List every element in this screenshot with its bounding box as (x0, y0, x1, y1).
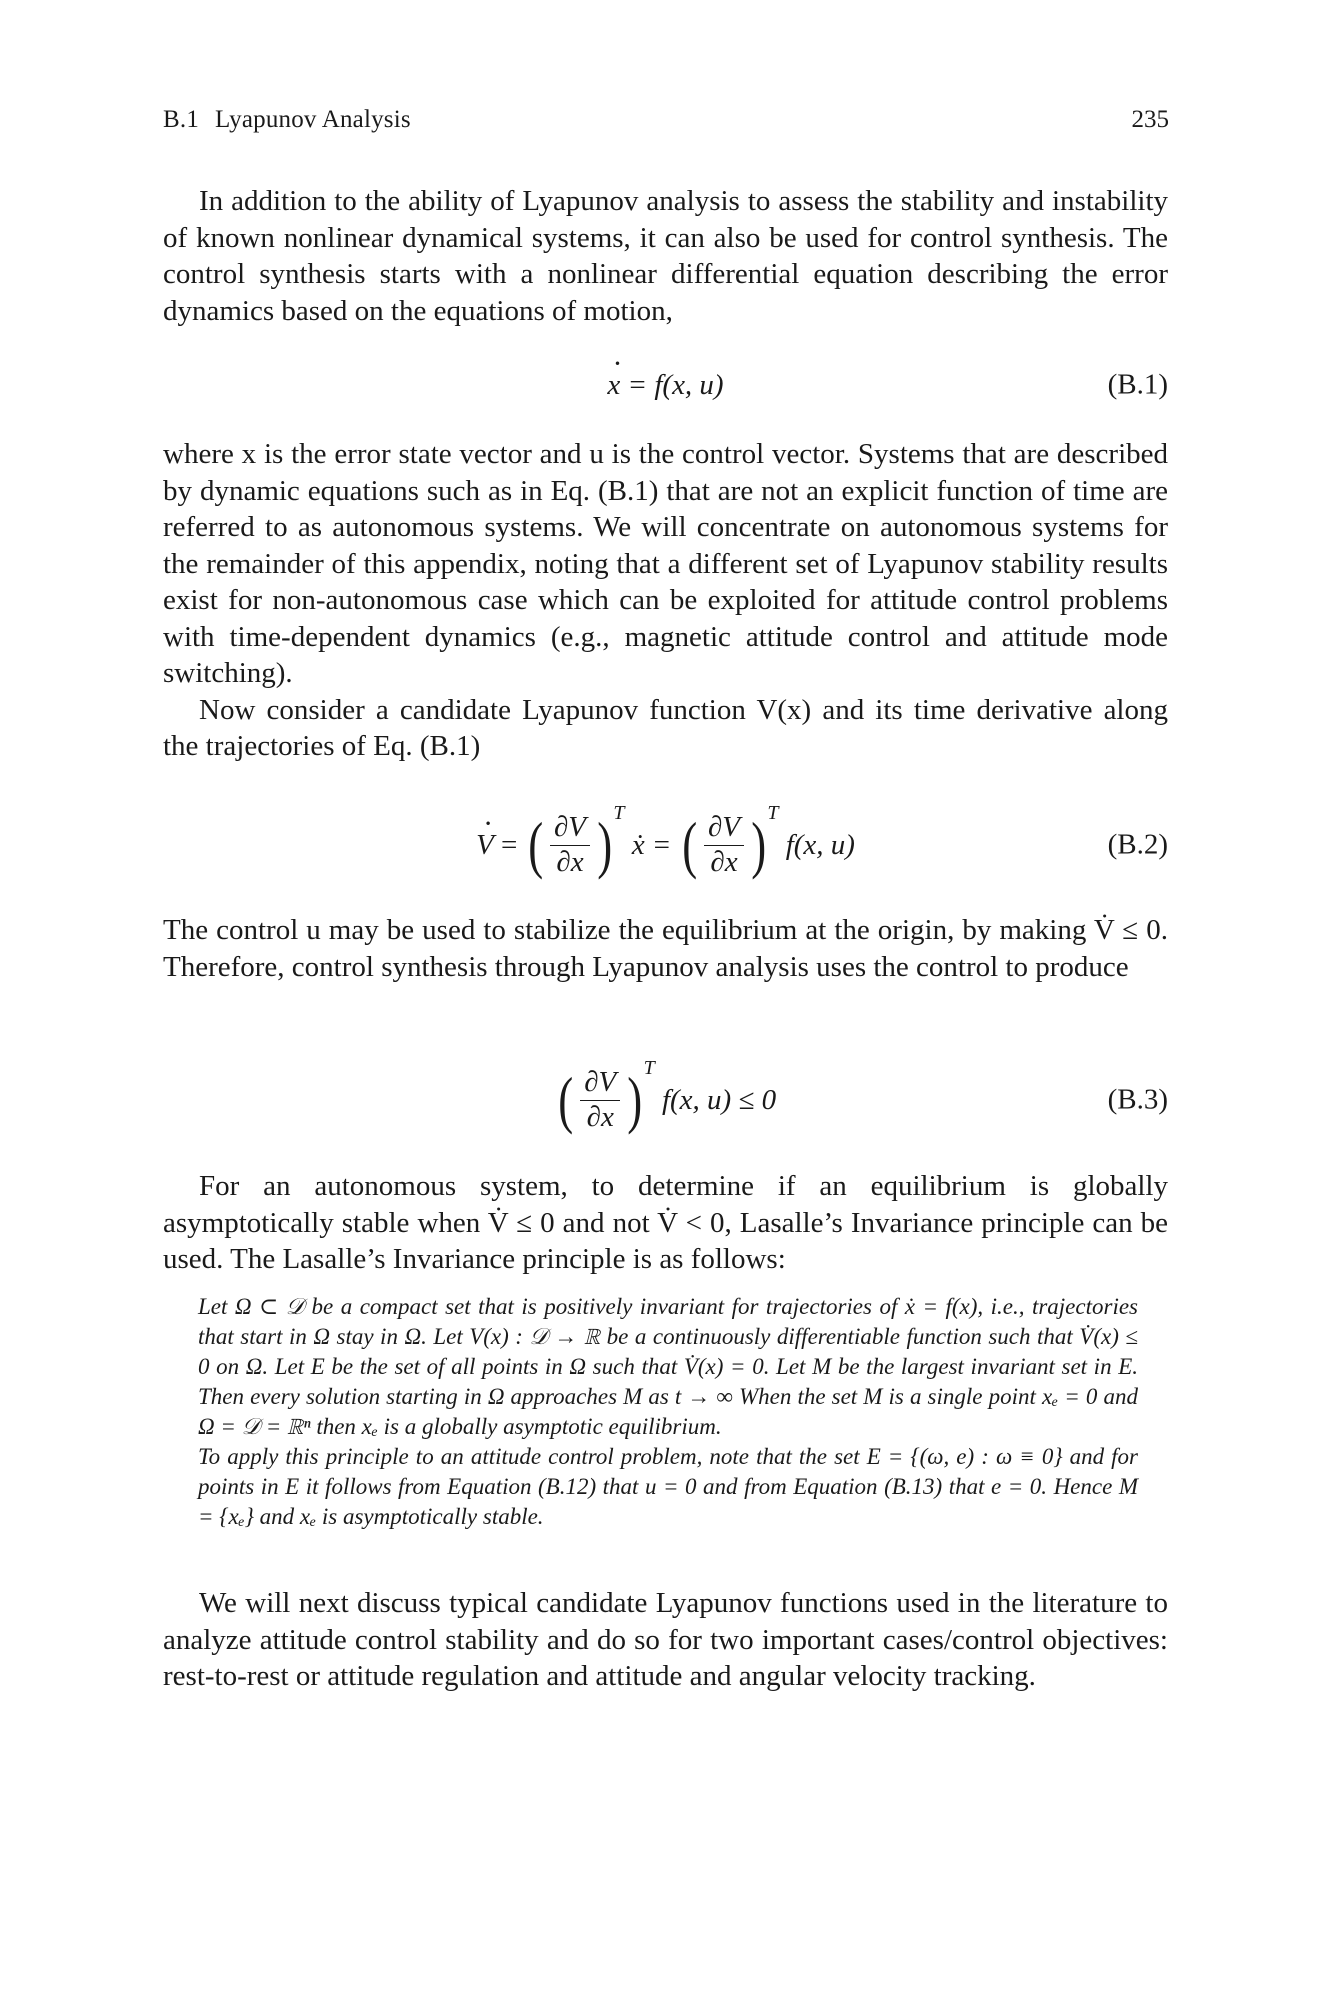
left-paren: ( (558, 1064, 574, 1135)
paragraph-6: We will next discuss typical candidate Lyapunov functions used in the literature to analyze attitude control stability and do so for two important cases/control objectives: rest-to-rest or attitude regulation and attitude and angular velocity tracking. (163, 1587, 1168, 1692)
equation-b3-number: (B.3) (1107, 1083, 1168, 1116)
quote-paragraph-1: Let Ω ⊂ 𝒟 be a compact set that is positively invariant for trajectories of ẋ = f(x), i.e., trajectories that start in Ω stay in Ω. Let V(x) : 𝒟 → ℝ be a continuously differentiable function such that V̇(x) ≤ 0 on Ω. Let E be the set of all points in Ω such that V̇(x) = 0. Let M be the largest invariant set in E. Then every solution starting in Ω approaches M as t → ∞ When the set M is a single point xₑ = 0 and Ω = 𝒟 = ℝⁿ then xₑ is a globally asymptotic equilibrium. (198, 1294, 1138, 1439)
equation-b2 (163, 795, 1168, 895)
running-header (163, 106, 1169, 134)
paragraph-4-container (163, 912, 1168, 985)
left-paren: ( (527, 809, 543, 880)
paragraph-1-container (163, 183, 1168, 329)
fraction-numerator: ∂V (550, 811, 590, 845)
equation-b1-math (163, 345, 1168, 425)
paragraph-6-container (163, 1585, 1168, 1695)
fraction-numerator: ∂V (704, 811, 744, 845)
fraction-denominator: ∂x (710, 845, 738, 878)
paragraph-5: For an autonomous system, to determine if an equilibrium is globally asymptotically stable when V̇ ≤ 0 and not V̇ < 0, Lasalle’s Invariance principle can be used. The Lasalle’s Invariance principle is as follows: (163, 1170, 1168, 1275)
right-paren: ) (627, 1064, 643, 1135)
equation-b2-equals: = (501, 828, 518, 861)
equation-b2-tail: f(x, u) (785, 828, 855, 861)
section-title: Lyapunov Analysis (215, 106, 411, 133)
paragraph-2-container (163, 436, 1168, 765)
transpose-superscript: T (643, 1056, 655, 1079)
equation-b3-tail: f(x, u) ≤ 0 (661, 1083, 777, 1116)
lasalle-principle-quote (198, 1292, 1138, 1532)
equation-b1-number: (B.1) (1107, 368, 1168, 401)
paragraph-1: In addition to the ability of Lyapunov analysis to assess the stability and instability of known nonlinear dynamical systems, it can also be used for control synthesis. The control synthesis starts with a nonlinear differential equation describing the error dynamics based on the equations of motion, (163, 185, 1168, 327)
transpose-superscript: T (613, 801, 625, 824)
right-paren: ) (751, 809, 767, 880)
equation-b2-math (163, 795, 1168, 895)
page-number: 235 (1131, 106, 1169, 133)
partial-fraction (704, 811, 744, 879)
equation-b1-lhs: · x (607, 369, 620, 402)
paragraph-4: The control u may be used to stabilize the equilibrium at the origin, by making V̇ ≤ 0. Therefore, control synthesis through Lyapunov analysis uses the control to produce (163, 914, 1168, 983)
paragraph-3: Now consider a candidate Lyapunov function V(x) and its time derivative along the trajectories of Eq. (B.1) (163, 693, 1168, 762)
paragraph-5-container (163, 1168, 1168, 1278)
quote-paragraph-2: To apply this principle to an attitude control problem, note that the set E = {(ω, e) : ω ≡ 0} and for points in E it follows from Equation (B.12) that u = 0 and from Equation (B.13) that e = 0. Hence M = {xₑ} and xₑ is asymptotically stable. (198, 1444, 1138, 1529)
equation-b2-lhs: · V (476, 829, 494, 862)
fraction-denominator: ∂x (586, 1100, 614, 1133)
equation-b2-number: (B.2) (1107, 828, 1168, 861)
partial-fraction (580, 1066, 620, 1134)
right-paren: ) (597, 809, 613, 880)
section-number: B.1 (163, 106, 200, 133)
equation-b3 (163, 1050, 1168, 1150)
paragraph-2: where x is the error state vector and u is the control vector. Systems that are described by dynamic equations such as in Eq. (B.1) that are not an explicit function of time are referred to as autonomous systems. We will concentrate on autonomous systems for the remainder of this appendix, noting that a different set of Lyapunov stability results exist for non-autonomous case which can be exploited for attitude control problems with time-dependent dynamics (e.g., magnetic attitude control and attitude mode switching). (163, 438, 1168, 689)
equation-b1 (163, 345, 1168, 425)
transpose-superscript: T (767, 801, 779, 824)
section-heading (163, 106, 411, 134)
equation-b1-rhs: = f(x, u) (627, 368, 724, 401)
equation-b2-middle: ẋ = (631, 828, 672, 861)
fraction-denominator: ∂x (556, 845, 584, 878)
partial-fraction (550, 811, 590, 879)
left-paren: ( (681, 809, 697, 880)
fraction-numerator: ∂V (580, 1066, 620, 1100)
equation-b3-math (163, 1050, 1168, 1150)
